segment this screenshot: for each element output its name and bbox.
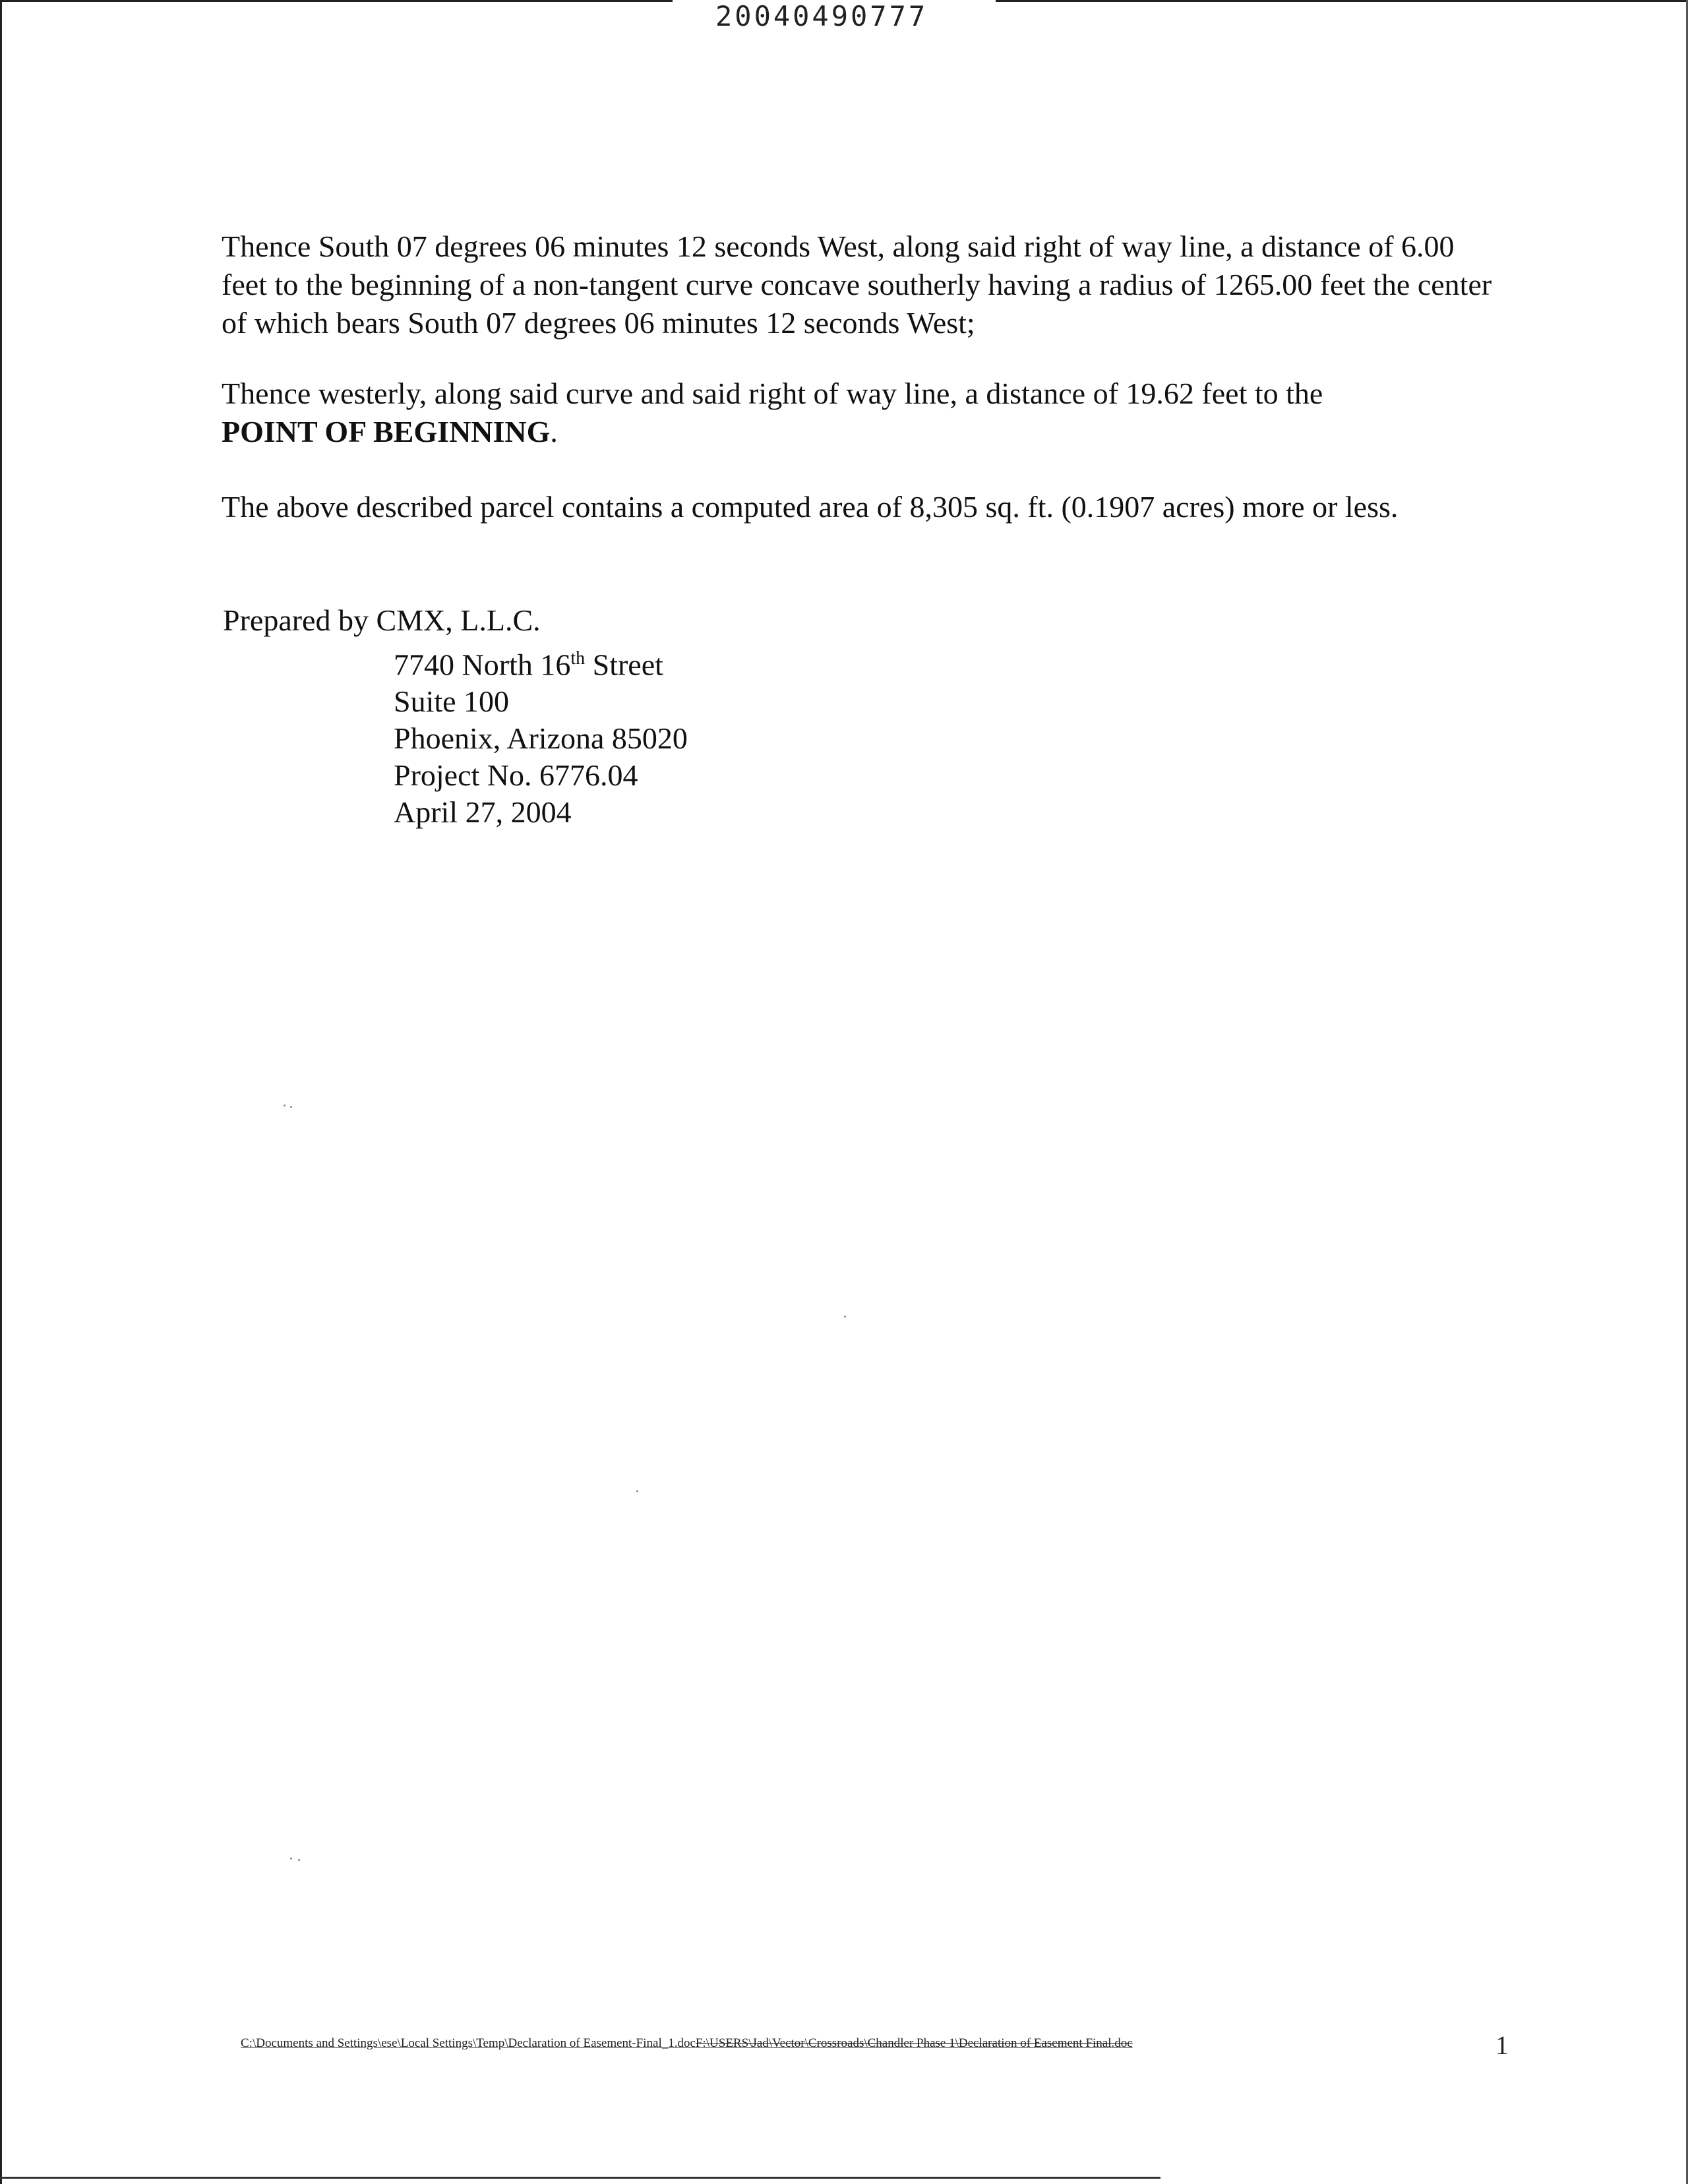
- scan-speck: [844, 1316, 846, 1318]
- scan-speck: [636, 1490, 638, 1492]
- page-number: 1: [1495, 2030, 1509, 2060]
- address-suite: Suite 100: [394, 684, 510, 719]
- scan-border-bottom: [0, 2177, 1160, 2179]
- paragraph-thence-westerly: [222, 375, 1501, 451]
- address-street: 7740 North 16th Street: [394, 648, 663, 682]
- paragraph-end-period: .: [550, 415, 558, 448]
- prepared-by: Prepared by CMX, L.L.C.: [223, 603, 541, 637]
- scan-border-top-right: [996, 0, 1688, 2]
- preparer-address-block: [394, 640, 688, 831]
- scan-border-left: [0, 0, 2, 2184]
- paragraph-area: The above described parcel contains a computed area of 8,305 sq. ft. (0.1907 acres) more or less.: [222, 490, 1399, 524]
- scan-speck: [290, 1106, 292, 1108]
- scan-border-top: [0, 0, 673, 2]
- scan-speck: [290, 1858, 292, 1860]
- project-number: Project No. 6776.04: [394, 758, 638, 793]
- scan-speck: [298, 1859, 300, 1861]
- paragraph-thence-south: Thence South 07 degrees 06 minutes 12 seconds West, along said right of way line, a distance of 6.00 feet to the beginning of a non-tangent curve concave southerly having a radius of 1265.00 feet the center of which bears South 07 degrees 06 minutes 12 seconds West;: [222, 229, 1492, 340]
- point-of-beginning-label: POINT OF BEGINNING: [222, 415, 551, 448]
- recording-number: 20040490777: [715, 0, 928, 32]
- footer-file-path: [241, 2036, 1133, 2051]
- footer-file-path-struck: F:\USERS\Jad\Vector\Crossroads\Chandler Phase 1\Declaration of Easement Final.doc: [695, 2036, 1133, 2050]
- paragraph-thence-westerly-text: Thence westerly, along said curve and said right of way line, a distance of 19.62 feet to the: [222, 377, 1323, 410]
- footer-file-path-current: C:\Documents and Settings\ese\Local Settings\Temp\Declaration of Easement-Final_1.doc: [241, 2036, 696, 2050]
- document-date: April 27, 2004: [394, 795, 572, 830]
- address-city: Phoenix, Arizona 85020: [394, 721, 688, 756]
- scan-speck: [284, 1105, 286, 1107]
